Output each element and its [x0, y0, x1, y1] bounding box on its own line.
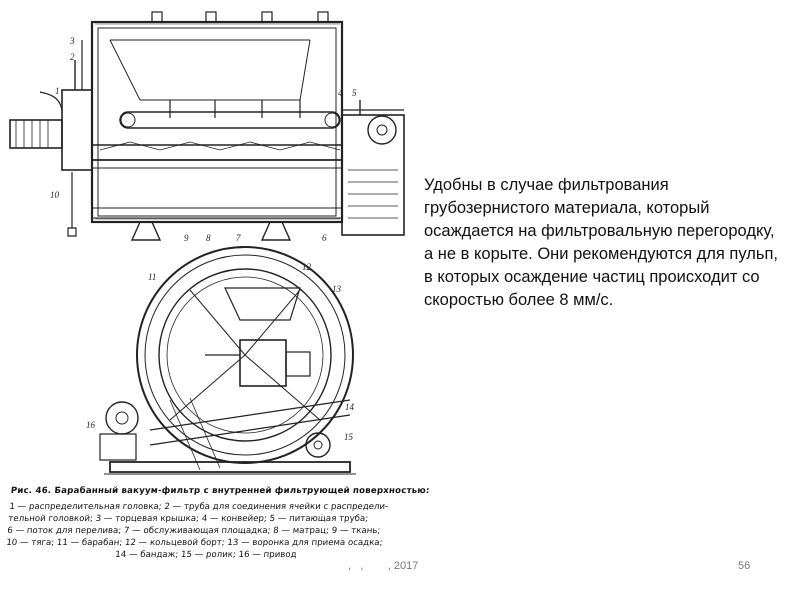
- caption-line: 1 — распределительная головка; 2 — труба для соединения ячейки с распредели-: [8, 502, 389, 512]
- callout-3: 3: [70, 36, 75, 46]
- slide-body-text: Удобны в случае фильтрования грубозернистого материала, который осаждается на фильтровальную перегородку, а не в корыте. Они рекомендуются для пульп, в которых осаждение частиц происходит со скоростью более 8 мм/с.: [424, 176, 779, 309]
- callout-10: 10: [50, 190, 59, 200]
- callout-16: 16: [86, 420, 95, 430]
- slide-footer: , , , 2017: [348, 560, 419, 572]
- drum-filter-drawing: [0, 0, 430, 480]
- callout-8: 8: [206, 233, 211, 243]
- callout-1: 1: [55, 86, 60, 96]
- caption-line: 6 — поток для перелива; 7 — обслуживающая площадка; 8 — матрац; 9 — ткань;: [6, 526, 381, 536]
- caption-title: Рис. 46. Барабанный вакуум-фильтр с внутренней фильтрующей поверхностью:: [10, 486, 430, 496]
- callout-15: 15: [344, 432, 353, 442]
- callout-14: 14: [345, 402, 354, 412]
- callout-5: 5: [352, 88, 357, 98]
- caption-line: 10 — тяга; 11 — барабан; 12 — кольцевой борт; 13 — воронка для приема осадка;: [5, 538, 383, 548]
- callout-2: 2: [70, 52, 75, 62]
- side-section-view: [10, 12, 404, 240]
- figure-caption: [5, 485, 432, 561]
- callout-7: 7: [236, 233, 241, 243]
- callout-4: 4: [338, 88, 343, 98]
- front-view: [100, 247, 356, 474]
- callout-6: 6: [322, 233, 327, 243]
- callout-11: 11: [148, 272, 157, 282]
- caption-line: тельной головкой; 3 — торцевая крышка; 4 — конвейер; 5 — питающая труба;: [7, 514, 369, 524]
- caption-line: 14 — бандаж; 15 — ролик; 16 — привод: [114, 550, 297, 560]
- callout-9: 9: [184, 233, 189, 243]
- callout-13: 13: [332, 284, 341, 294]
- page-number: 56: [738, 560, 751, 572]
- callout-12: 12: [302, 262, 311, 272]
